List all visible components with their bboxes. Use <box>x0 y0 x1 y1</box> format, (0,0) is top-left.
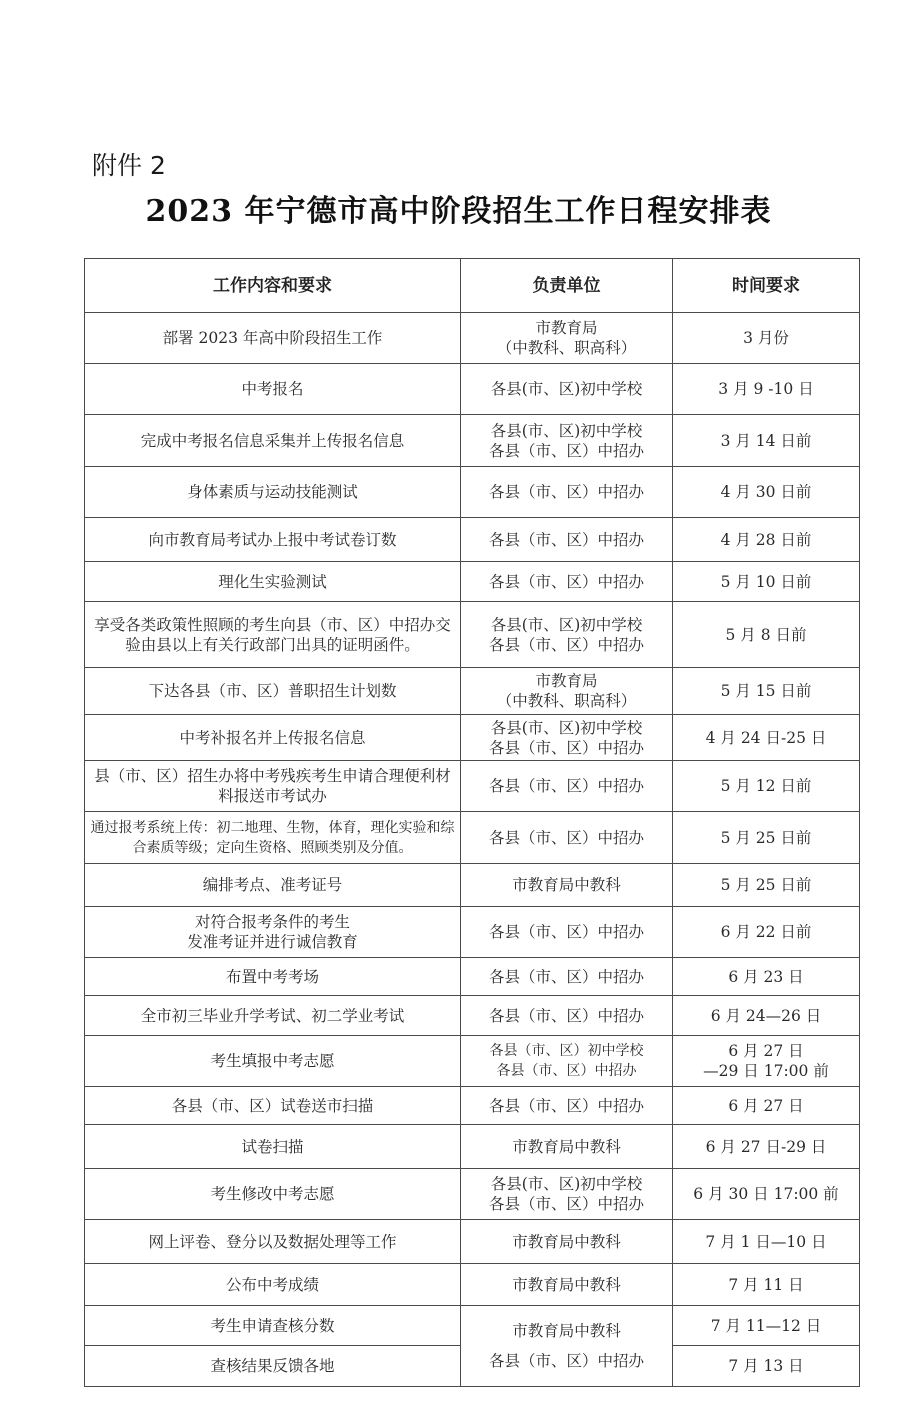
unit-cell: 市教育局中教科 <box>461 1264 673 1306</box>
header-task: 工作内容和要求 <box>85 259 461 313</box>
table-row <box>85 562 860 602</box>
table-header-row <box>85 259 860 313</box>
task-cell: 网上评卷、登分以及数据处理等工作 <box>85 1220 461 1264</box>
unit-cell: 各县（市、区）中招办 <box>461 812 673 864</box>
task-cell: 中考补报名并上传报名信息 <box>85 715 461 761</box>
unit-cell: 各县（市、区）中招办 <box>461 518 673 562</box>
task-cell: 考生申请查核分数 <box>85 1306 461 1346</box>
task-cell: 编排考点、准考证号 <box>85 864 461 907</box>
time-cell: 6 月 30 日 17:00 前 <box>673 1169 860 1220</box>
unit-cell: 各县（市、区）中招办 <box>461 958 673 996</box>
table-row <box>85 668 860 715</box>
time-cell: 7 月 11—12 日 <box>673 1306 860 1346</box>
time-cell: 7 月 13 日 <box>673 1346 860 1387</box>
task-cell: 部署 2023 年高中阶段招生工作 <box>85 313 461 364</box>
schedule-table <box>84 258 860 1387</box>
time-cell: 3 月 9 -10 日 <box>673 364 860 415</box>
task-cell: 县（市、区）招生办将中考残疾考生申请合理便利材料报送市考试办 <box>85 761 461 812</box>
time-cell: 7 月 11 日 <box>673 1264 860 1306</box>
table-row <box>85 415 860 467</box>
table-row <box>85 1087 860 1125</box>
time-cell: 4 月 28 日前 <box>673 518 860 562</box>
table-row <box>85 761 860 812</box>
task-cell: 试卷扫描 <box>85 1125 461 1169</box>
table-row <box>85 1036 860 1087</box>
task-cell: 对符合报考条件的考生 发准考证并进行诚信教育 <box>85 907 461 958</box>
table-row <box>85 1125 860 1169</box>
table-row <box>85 1264 860 1306</box>
attachment-label: 附件 2 <box>92 151 166 180</box>
task-cell: 享受各类政策性照顾的考生向县（市、区）中招办交验由县以上有关行政部门出具的证明函件。 <box>85 602 461 668</box>
time-cell: 5 月 8 日前 <box>673 602 860 668</box>
table-row <box>85 996 860 1036</box>
unit-cell: 各县(市、区)初中学校 <box>461 364 673 415</box>
task-cell: 公布中考成绩 <box>85 1264 461 1306</box>
time-cell: 6 月 27 日-29 日 <box>673 1125 860 1169</box>
unit-cell-merged: 市教育局中教科 各县（市、区）中招办 <box>461 1306 673 1387</box>
time-cell: 6 月 27 日 <box>673 1087 860 1125</box>
unit-cell: 各县（市、区）中招办 <box>461 761 673 812</box>
table-row <box>85 907 860 958</box>
time-cell: 6 月 24—26 日 <box>673 996 860 1036</box>
table-row <box>85 1220 860 1264</box>
unit-cell: 各县(市、区)初中学校 各县（市、区）中招办 <box>461 715 673 761</box>
time-cell: 3 月份 <box>673 313 860 364</box>
task-cell: 布置中考考场 <box>85 958 461 996</box>
table-row <box>85 812 860 864</box>
time-cell: 4 月 24 日-25 日 <box>673 715 860 761</box>
table-row <box>85 518 860 562</box>
task-cell: 通过报考系统上传：初二地理、生物，体育，理化实验和综合素质等级；定向生资格、照顾类别及分值。 <box>85 812 461 864</box>
table-row <box>85 467 860 518</box>
time-cell: 5 月 12 日前 <box>673 761 860 812</box>
table-row <box>85 715 860 761</box>
table-row <box>85 602 860 668</box>
unit-cell: 各县(市、区)初中学校 各县（市、区）中招办 <box>461 1169 673 1220</box>
unit-cell: 各县（市、区）中招办 <box>461 996 673 1036</box>
unit-cell: 各县（市、区）初中学校 各县（市、区）中招办 <box>461 1036 673 1087</box>
task-cell: 身体素质与运动技能测试 <box>85 467 461 518</box>
task-cell: 理化生实验测试 <box>85 562 461 602</box>
table-row <box>85 364 860 415</box>
task-cell: 下达各县（市、区）普职招生计划数 <box>85 668 461 715</box>
time-cell: 6 月 23 日 <box>673 958 860 996</box>
table-row <box>85 313 860 364</box>
task-cell: 考生修改中考志愿 <box>85 1169 461 1220</box>
time-cell: 5 月 25 日前 <box>673 812 860 864</box>
unit-cell: 市教育局中教科 <box>461 1125 673 1169</box>
task-cell: 各县（市、区）试卷送市扫描 <box>85 1087 461 1125</box>
header-time: 时间要求 <box>673 259 860 313</box>
unit-cell: 各县（市、区）中招办 <box>461 562 673 602</box>
task-cell: 向市教育局考试办上报中考试卷订数 <box>85 518 461 562</box>
unit-cell: 市教育局 （中教科、职高科） <box>461 313 673 364</box>
unit-cell: 市教育局中教科 <box>461 1220 673 1264</box>
unit-cell: 各县（市、区）中招办 <box>461 1087 673 1125</box>
unit-cell: 各县（市、区）中招办 <box>461 467 673 518</box>
time-cell: 6 月 22 日前 <box>673 907 860 958</box>
table-row <box>85 1169 860 1220</box>
table-row <box>85 1306 860 1346</box>
document-title: 2023 年宁德市高中阶段招生工作日程安排表 <box>145 194 772 229</box>
task-cell: 完成中考报名信息采集并上传报名信息 <box>85 415 461 467</box>
time-cell: 7 月 1 日—10 日 <box>673 1220 860 1264</box>
task-cell: 考生填报中考志愿 <box>85 1036 461 1087</box>
time-cell: 4 月 30 日前 <box>673 467 860 518</box>
time-cell: 5 月 10 日前 <box>673 562 860 602</box>
task-cell: 查核结果反馈各地 <box>85 1346 461 1387</box>
time-cell: 6 月 27 日 —29 日 17:00 前 <box>673 1036 860 1087</box>
task-cell: 全市初三毕业升学考试、初二学业考试 <box>85 996 461 1036</box>
unit-cell: 各县(市、区)初中学校 各县（市、区）中招办 <box>461 415 673 467</box>
unit-cell: 各县(市、区)初中学校 各县（市、区）中招办 <box>461 602 673 668</box>
time-cell: 5 月 15 日前 <box>673 668 860 715</box>
time-cell: 5 月 25 日前 <box>673 864 860 907</box>
task-cell: 中考报名 <box>85 364 461 415</box>
table-row <box>85 864 860 907</box>
time-cell: 3 月 14 日前 <box>673 415 860 467</box>
header-unit: 负责单位 <box>461 259 673 313</box>
unit-cell: 各县（市、区）中招办 <box>461 907 673 958</box>
table-row <box>85 958 860 996</box>
unit-cell: 市教育局中教科 <box>461 864 673 907</box>
unit-cell: 市教育局 （中教科、职高科） <box>461 668 673 715</box>
